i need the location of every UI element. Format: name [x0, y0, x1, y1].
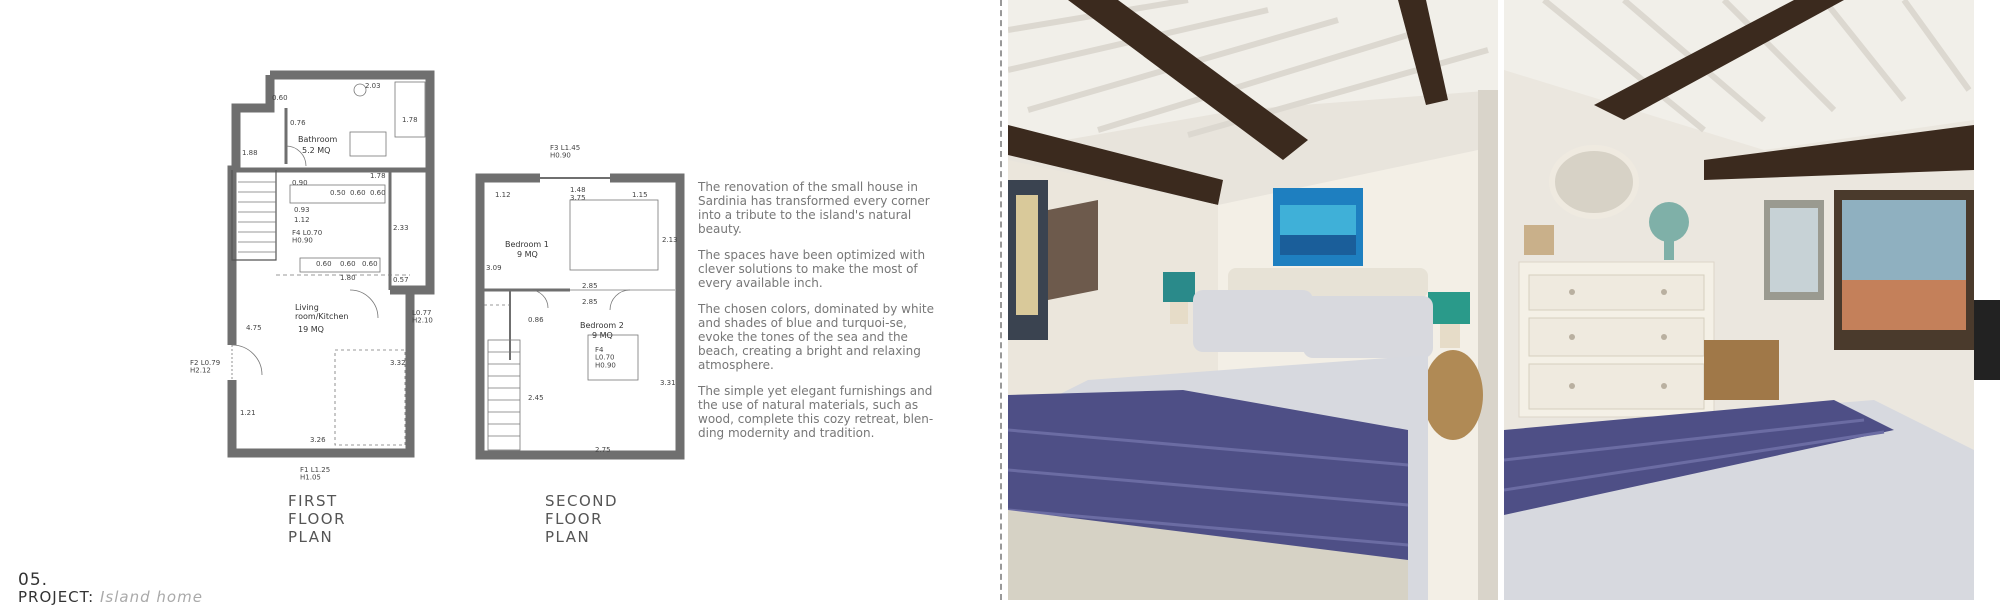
page-divider [1000, 0, 1002, 600]
dim-label: 2.85 [582, 298, 598, 306]
dim-label: 2.75 [595, 446, 611, 454]
dim-label: 1.78 [370, 172, 386, 180]
bedroom-photo-2 [1504, 0, 1974, 600]
first-floor-plan [190, 60, 450, 480]
dim-label: 4.75 [246, 324, 262, 332]
second-floor-plan-title: SECOND FLOOR PLAN [545, 492, 619, 546]
dim-label: 3.31 [660, 379, 676, 387]
opening-label: F4 L0.70 H0.90 [292, 229, 323, 245]
dim-label: 0.50 [330, 189, 346, 197]
description-paragraph: The renovation of the small house in Sardinia has transformed every corner into a tribute to the island's natural beauty. [698, 180, 930, 236]
room-area: 19 MQ [298, 325, 324, 334]
description-paragraph: The spaces have been optimized with clever solutions to make the most of every available inch. [698, 248, 926, 290]
room-area: 5.2 MQ [302, 146, 331, 155]
opening-label: F4 L0.70 H0.90 [595, 346, 616, 370]
dim-label: 2.85 [582, 282, 598, 290]
first-floor-plan-title: FIRST FLOOR PLAN [288, 492, 346, 546]
dim-label: 1.78 [402, 116, 418, 124]
room-area: 9 MQ [592, 331, 613, 340]
dim-label: 3.09 [486, 264, 502, 272]
dim-label: 0.60 [340, 260, 356, 268]
dim-label: 1.12 [495, 191, 511, 199]
dim-label: 2.33 [393, 224, 409, 232]
dim-label: 3.26 [310, 436, 326, 444]
dim-label: 0.86 [528, 316, 544, 324]
dim-label: 1.15 [632, 191, 648, 199]
dim-label: 1.48 [570, 186, 586, 194]
dim-label: 0.76 [290, 119, 306, 127]
project-name: Island home [100, 588, 203, 606]
description-paragraph: The simple yet elegant furnishings and the use of natural materials, such as wood, complete this cozy retreat, blen-ding modernity and tradition. [698, 384, 934, 440]
room-area: 9 MQ [517, 250, 538, 259]
dim-label: 0.60 [370, 189, 386, 197]
dim-label: 3.75 [570, 194, 586, 202]
room-name: Bedroom 2 [580, 321, 624, 330]
dim-label: 1.12 [294, 216, 310, 224]
bedroom-photo-1 [1008, 0, 1498, 600]
dim-label: 2.45 [528, 394, 544, 402]
page-number: 05. [18, 570, 49, 590]
dim-label: 0.60 [272, 94, 288, 102]
dim-label: 0.60 [316, 260, 332, 268]
second-floor-plan [470, 130, 690, 470]
dim-label: 0.60 [362, 260, 378, 268]
opening-label: F1 L1.25 H1.05 [300, 466, 331, 480]
dim-label: 3.32 [390, 359, 406, 367]
dim-label: 0.60 [350, 189, 366, 197]
dim-label: 0.57 [393, 276, 409, 284]
edge-bar [1974, 300, 2000, 380]
room-name: Living room/Kitchen [295, 303, 349, 321]
opening-label: F3 L1.45 H0.90 [550, 144, 581, 160]
opening-label: F2 L0.79 H2.12 [190, 359, 221, 375]
dim-label: 1.88 [242, 149, 258, 157]
dim-label: 1.80 [340, 274, 356, 282]
project-description [698, 180, 934, 452]
dim-label: 2.03 [365, 82, 381, 90]
room-name: Bathroom [298, 135, 338, 144]
room-name: Bedroom 1 [505, 240, 549, 249]
project-label: PROJECT: [18, 588, 95, 606]
dim-label: 1.21 [240, 409, 256, 417]
project-caption [18, 588, 203, 606]
dim-label: 2.13 [662, 236, 678, 244]
dim-label: 0.90 [292, 179, 308, 187]
description-paragraph: The chosen colors, dominated by white and shades of blue and turquoi-se, evoke the tones of the sea and the beach, creating a bright and relaxing atmosphere. [698, 302, 934, 372]
dim-label: 0.93 [294, 206, 310, 214]
opening-label: L0.77 H2.10 [412, 309, 433, 325]
